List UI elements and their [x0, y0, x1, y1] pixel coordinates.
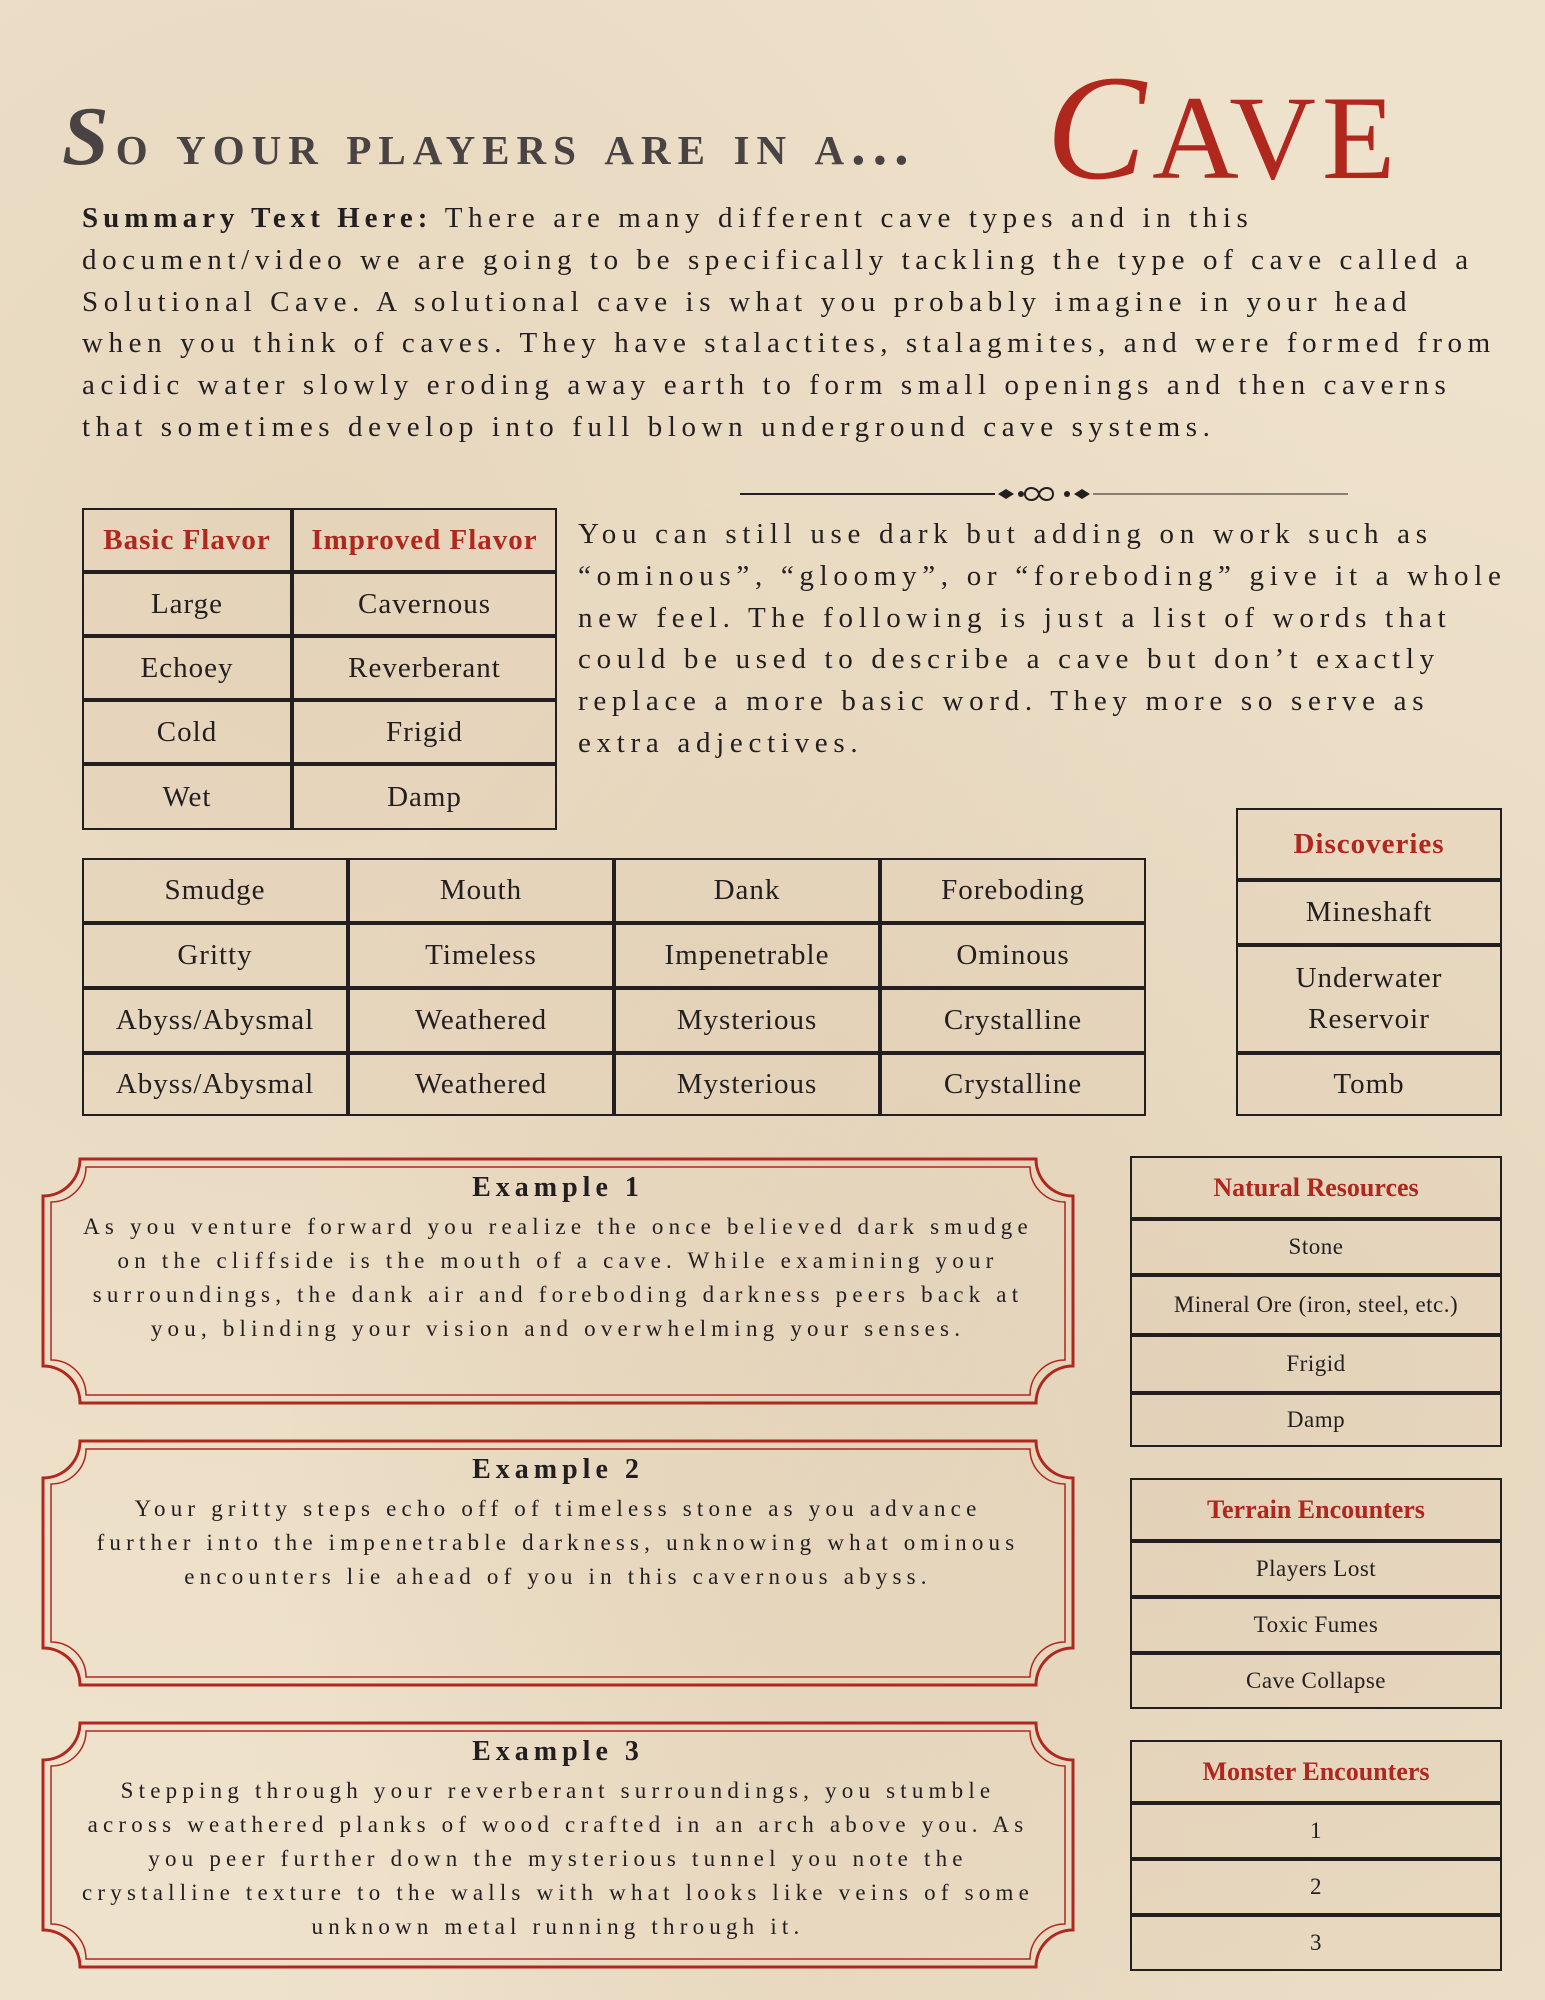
resource-item: Damp [1130, 1393, 1502, 1447]
page-title-lead [62, 88, 916, 185]
summary-label: Summary Text Here: [82, 202, 433, 234]
monster-item: 1 [1130, 1803, 1502, 1859]
discovery-item: Tomb [1236, 1053, 1502, 1116]
adjective-cell: Impenetrable [614, 923, 880, 988]
terrain-item: Toxic Fumes [1130, 1597, 1502, 1653]
example-text: Your gritty steps echo off of timeless stone as you advance further into the impenetrable darkness, unknowing what ominous encounters lie ahead of you in this cavernous abyss. [96, 1496, 1020, 1589]
example-text: As you venture forward you realize the once believed dark smudge on the cliffside is the mouth of a cave. While examining your surroundings, the dank air and foreboding darkness peers back at you, blinding your vision and overwhelming your senses. [83, 1214, 1033, 1341]
page-title-cave [1046, 42, 1401, 214]
intro-paragraph: You can still use dark but adding on work such as “ominous”, “gloomy”, or “foreboding” give it a whole new feel. The following is just a list of words that could be used to describe a cave but don’t exactly replace a more basic word. They more so serve as extra adjectives. [578, 518, 1507, 759]
example-box-2 [40, 1438, 1076, 1688]
adjective-cell: Weathered [348, 1053, 614, 1116]
resource-item: Frigid [1130, 1335, 1502, 1393]
flavor-improved-cell: Frigid [292, 700, 557, 764]
flavor-basic-cell: Wet [82, 764, 292, 830]
adjective-cell: Mouth [348, 858, 614, 923]
summary-text: There are many different cave types and in this document/video we are going to be specifically tackling the type of cave called a Solutional Cave. A solutional cave is what you probably imagine in your head when you think of caves. They have stalactites, stalagmites, and were formed from acidic water slowly eroding away earth to form small openings and then caverns that sometimes develop into full blown underground cave systems. [82, 202, 1496, 443]
adjective-cell: Crystalline [880, 988, 1146, 1053]
discovery-item: Underwater Reservoir [1236, 945, 1502, 1053]
monster-encounters-header: Monster Encounters [1130, 1740, 1502, 1803]
adjective-cell: Abyss/Abysmal [82, 988, 348, 1053]
adjective-cell: Mysterious [614, 1053, 880, 1116]
ornament-divider [740, 482, 1348, 506]
flavor-header-basic: Basic Flavor [82, 508, 292, 572]
terrain-item: Cave Collapse [1130, 1653, 1502, 1709]
flavor-basic-cell: Large [82, 572, 292, 636]
adjective-cell: Abyss/Abysmal [82, 1053, 348, 1116]
title-initial-c: C [1046, 45, 1153, 211]
flavor-improved-cell: Reverberant [292, 636, 557, 700]
monster-item: 3 [1130, 1915, 1502, 1971]
example-title: Example 2 [472, 1454, 644, 1485]
discovery-item: Mineshaft [1236, 880, 1502, 945]
flavor-improved-cell: Cavernous [292, 572, 557, 636]
example-title: Example 1 [472, 1172, 644, 1203]
terrain-item: Players Lost [1130, 1541, 1502, 1597]
resource-item: Stone [1130, 1219, 1502, 1275]
flavor-basic-cell: Echoey [82, 636, 292, 700]
monster-item: 2 [1130, 1859, 1502, 1915]
example-title: Example 3 [472, 1736, 644, 1767]
adjective-cell: Ominous [880, 923, 1146, 988]
flavor-basic-cell: Cold [82, 700, 292, 764]
adjective-cell: Gritty [82, 923, 348, 988]
title-lead-text: o your players are in a... [115, 112, 916, 177]
adjective-cell: Foreboding [880, 858, 1146, 923]
adjective-cell: Timeless [348, 923, 614, 988]
title-initial-s: S [62, 90, 116, 183]
adjective-cell: Smudge [82, 858, 348, 923]
example-text: Stepping through your reverberant surroundings, you stumble across weathered planks of wood crafted in an arch above you. As you peer further down the mysterious tunnel you note the crystalline texture to the walls with what looks like veins of some unknown metal running through it. [81, 1778, 1035, 1939]
summary-paragraph [82, 198, 1502, 449]
example-box-3 [40, 1720, 1076, 1970]
title-cave-text: AVE [1152, 71, 1402, 204]
flavor-improved-cell: Damp [292, 764, 557, 830]
discoveries-header: Discoveries [1236, 808, 1502, 880]
terrain-encounters-header: Terrain Encounters [1130, 1478, 1502, 1541]
adjective-cell: Mysterious [614, 988, 880, 1053]
resource-item: Mineral Ore (iron, steel, etc.) [1130, 1275, 1502, 1335]
adjective-cell: Crystalline [880, 1053, 1146, 1116]
adjective-cell: Weathered [348, 988, 614, 1053]
example-box-1 [40, 1156, 1076, 1406]
flavor-header-improved: Improved Flavor [292, 508, 557, 572]
adjective-cell: Dank [614, 858, 880, 923]
natural-resources-header: Natural Resources [1130, 1156, 1502, 1219]
